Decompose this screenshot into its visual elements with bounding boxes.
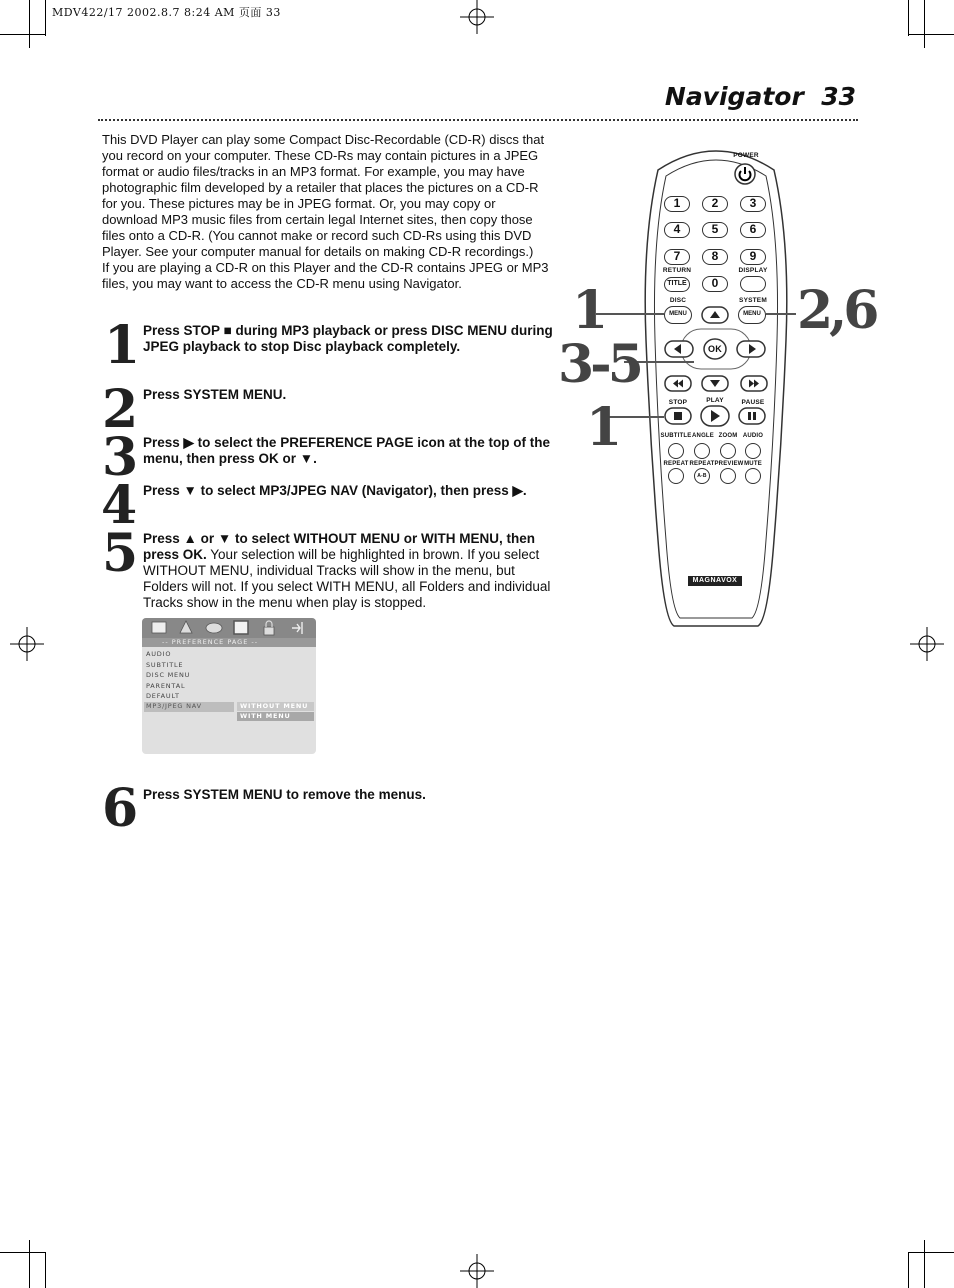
digit-4-button[interactable]: 4 — [664, 222, 690, 238]
brand-logo: MAGNAVOX — [688, 576, 742, 586]
menu-item: DISC MENU — [146, 671, 191, 679]
mute-button[interactable] — [745, 468, 761, 484]
step-text: Press SYSTEM MENU. — [143, 387, 287, 402]
crop-mark — [0, 34, 46, 35]
menu-item-selected: MP3/JPEG NAV — [144, 702, 234, 712]
crop-mark — [924, 1240, 925, 1288]
crop-mark — [29, 0, 30, 48]
crop-mark — [45, 1252, 46, 1288]
crop-mark — [908, 1252, 954, 1253]
menu-option-with: WITH MENU — [237, 712, 314, 721]
digit-5-button[interactable]: 5 — [702, 222, 728, 238]
menu-option-without: WITHOUT MENU — [237, 702, 314, 711]
crop-mark — [924, 0, 925, 48]
display-label: DISPLAY — [738, 267, 768, 274]
repeat-button[interactable] — [668, 468, 684, 484]
system-label: SYSTEM — [739, 297, 767, 304]
crop-mark — [45, 0, 46, 36]
audio-label: AUDIO — [742, 433, 764, 439]
menu-item: AUDIO — [146, 650, 172, 658]
digit-3-button[interactable]: 3 — [740, 196, 766, 212]
menu-item: PARENTAL — [146, 682, 186, 690]
digit-2-button[interactable]: 2 — [702, 196, 728, 212]
step-number: 6 — [102, 778, 136, 839]
step-number: 4 — [101, 475, 135, 536]
crop-mark — [29, 1240, 30, 1288]
zoom-label: ZOOM — [718, 433, 738, 439]
step-number: 2 — [102, 379, 136, 440]
page-number: 33 — [821, 82, 856, 111]
angle-label: ANGLE — [692, 433, 714, 439]
step-text: Press SYSTEM MENU to remove the menus. — [143, 787, 426, 802]
subtitle-label: SUBTITLE — [660, 433, 692, 439]
crop-mark — [908, 0, 909, 36]
print-slug: MDV422/17 2002.8.7 8:24 AM 页面 33 — [52, 6, 281, 19]
menu-item: SUBTITLE — [146, 661, 184, 669]
step-number: 3 — [102, 427, 136, 488]
zoom-button[interactable] — [720, 443, 736, 459]
angle-button[interactable] — [694, 443, 710, 459]
step-text: Press ▲ or ▼ to select WITHOUT MENU or WITH MENU, then press OK. Your selection will be highlighted in brown. If you select WITHOUT MENU, individual Tracks will show in the menu, but Folders will not. If you select WITH MENU, all Folders and individual Tracks show in the menu when play is stopped. — [143, 531, 551, 610]
digit-6-button[interactable]: 6 — [740, 222, 766, 238]
callout-system-menu: 2,6 — [797, 280, 876, 341]
digit-1-button[interactable]: 1 — [664, 196, 690, 212]
preview-button[interactable] — [720, 468, 736, 484]
callout-disc-menu: 1 — [572, 280, 605, 341]
subtitle-button[interactable] — [668, 443, 684, 459]
repeat-label: REPEAT — [663, 461, 689, 467]
return-label: RETURN — [662, 267, 692, 274]
crop-mark — [0, 1252, 46, 1253]
digit-8-button[interactable]: 8 — [702, 249, 728, 265]
digit-9-button[interactable]: 9 — [740, 249, 766, 265]
power-button-icon[interactable] — [733, 162, 757, 186]
mute-label: MUTE — [744, 461, 762, 467]
step-text: Press STOP ■ during MP3 playback or press DISC MENU during JPEG playback to stop Disc playback completely. — [143, 323, 553, 354]
ab-label: A-B — [697, 473, 707, 479]
system-menu-button[interactable]: MENU — [738, 306, 766, 324]
registration-mark-icon — [10, 627, 44, 661]
intro-paragraph: This DVD Player can play some Compact Disc-Recordable (CD-R) discs that you record on your computer. These CD-Rs may contain pictures in a JPEG format or audio files/tracks in an MP3 format. For example, you may have photographic film developed by a retailer that places the pictures on a CD-R for you. These pictures may be in JPEG format. Or, you may copy or download MP3 music files from certain legal Internet sites, then copy those files onto a CD-R. (You cannot make or record such CD-Rs using this DVD Player. See your computer manual for details on making CD-R recordings.) — [102, 132, 545, 259]
power-label: POWER — [733, 152, 759, 159]
registration-mark-icon — [460, 1254, 494, 1288]
digit-7-button[interactable]: 7 — [664, 249, 690, 265]
menu-item: DEFAULT — [146, 692, 180, 700]
page-title: Navigator 33 — [664, 82, 856, 111]
stop-label: STOP — [668, 399, 688, 406]
display-button[interactable] — [740, 276, 766, 292]
play-label: PLAY — [706, 397, 724, 404]
divider — [98, 119, 858, 121]
callout-stop: 1 — [586, 397, 619, 458]
intro-paragraph: If you are playing a CD-R on this Player and the CD-R contains JPEG or MP3 files, you may want to access the CD-R menu using Navigator. — [102, 260, 549, 291]
repeat-ab-label: REPEAT — [689, 461, 715, 467]
disc-label: DISC — [669, 297, 687, 304]
registration-mark-icon — [910, 627, 944, 661]
registration-mark-icon — [460, 0, 494, 34]
step-text: Press ▼ to select MP3/JPEG NAV (Navigator), then press ▶. — [143, 483, 527, 498]
callout-arrows: 3-5 — [558, 334, 640, 395]
intro-text — [102, 132, 554, 292]
title-button[interactable]: TITLE — [664, 277, 690, 292]
audio-button[interactable] — [745, 443, 761, 459]
digit-0-button[interactable]: 0 — [702, 276, 728, 292]
menu-screenshot — [142, 618, 316, 754]
crop-mark — [908, 1252, 909, 1288]
pause-label: PAUSE — [741, 399, 765, 406]
preview-label: PREVIEW — [714, 461, 744, 467]
step-text: Press ▶ to select the PREFERENCE PAGE icon at the top of the menu, then press OK or ▼. — [143, 435, 550, 466]
crop-mark — [908, 34, 954, 35]
step-number: 5 — [102, 523, 136, 584]
disc-menu-button[interactable]: MENU — [664, 306, 692, 324]
step-number: 1 — [104, 315, 138, 376]
ok-label: OK — [708, 344, 722, 354]
menu-page-title: -- PREFERENCE PAGE -- — [142, 638, 316, 647]
menu-icon-bar — [142, 618, 316, 638]
